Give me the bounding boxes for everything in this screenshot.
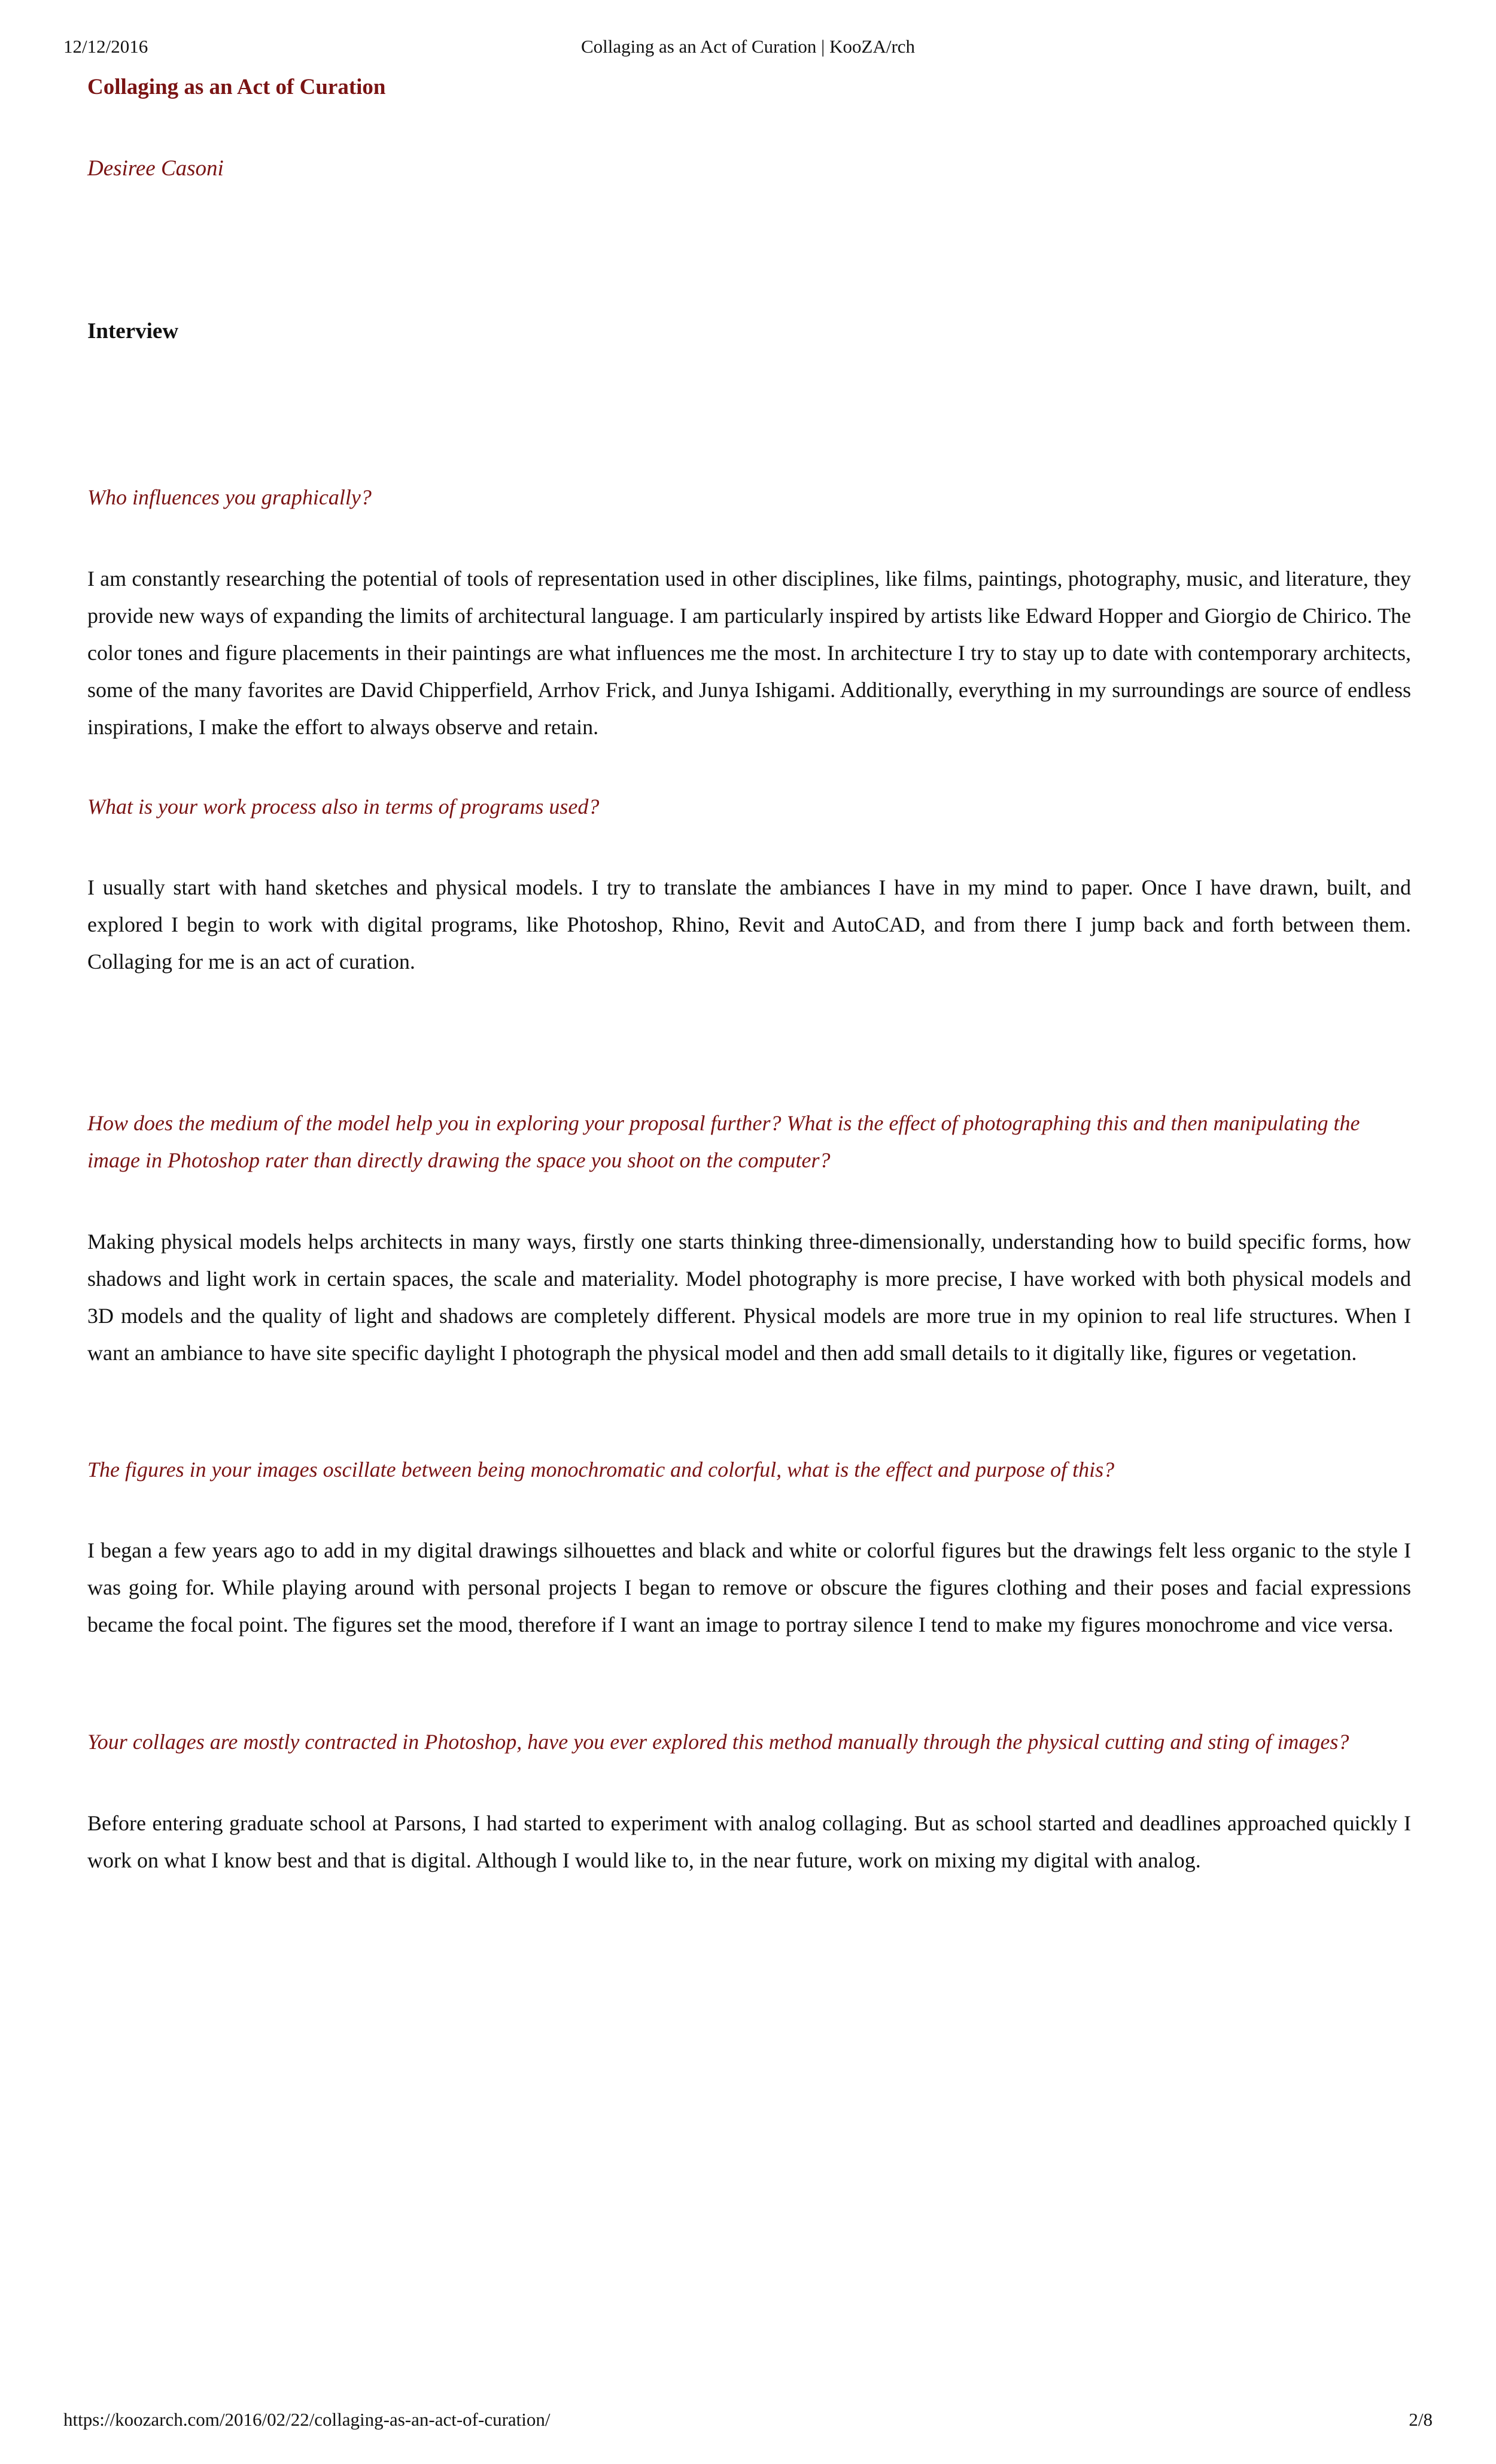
print-date: 12/12/2016: [63, 36, 148, 57]
question-2: What is your work process also in terms of programs used?: [87, 795, 600, 819]
question-1: Who influences you graphically?: [87, 485, 372, 509]
answer-3: Making physical models helps architects in many ways, firstly one starts thinking three-dimensionally, understanding how to build specific forms, how shadows and light work in certain spaces, the scale and materiality. Model photography is more precise, I have worked with both physical models and 3D models and the quality of light and shadows are completely different. Physical models are more true in my opinion to real life structures. When I want an ambiance to have site specific daylight I photograph the physical model and then add small details to it digitally like, figures or vegetation.: [87, 1230, 1411, 1365]
answer-1: I am constantly researching the potential of tools of representation used in other disciplines, like films, paintings, photography, music, and literature, they provide new ways of expanding the limits of architectural language. I am particularly inspired by artists like Edward Hopper and Giorgio de Chirico. The color tones and figure placements in their paintings are what influences me the most. In architecture I try to stay up to date with contemporary architects, some of the many favorites are David Chipperfield, Arrhov Frick, and Junya Ishigami. Additionally, everything in my surroundings are source of endless inspirations, I make the effort to always observe and retain.: [87, 567, 1411, 739]
answer-4: I began a few years ago to add in my digital drawings silhouettes and black and white or colorful figures but the drawings felt less organic to the style I was going for. While playing around with personal projects I began to remove or obscure the figures clothing and their poses and facial expressions became the focal point. The figures set the mood, therefore if I want an image to portray silence I tend to make my figures monochrome and vice versa.: [87, 1538, 1411, 1636]
question-3: How does the medium of the model help you in exploring your proposal further? What is the effect of photographing this and then manipulating the image in Photoshop rater than directly drawing the space you shoot on the computer?: [87, 1111, 1360, 1172]
question-5: Your collages are mostly contracted in Photoshop, have you ever explored this method manually through the physical cutting and sting of images?: [87, 1730, 1349, 1754]
print-page-title: Collaging as an Act of Curation | KooZA/rch: [580, 36, 916, 57]
answer-2: I usually start with hand sketches and physical models. I try to translate the ambiances I have in my mind to paper. Once I have drawn, built, and explored I begin to work with digital programs, like Photoshop, Rhino, Revit and AutoCAD, and from there I jump back and forth between them. Collaging for me is an act of curation.: [87, 875, 1411, 974]
section-heading: Interview: [87, 319, 179, 343]
author-name: Desiree Casoni: [87, 156, 224, 181]
question-4: The figures in your images oscillate between being monochromatic and colorful, what is the effect and purpose of this?: [87, 1458, 1115, 1482]
answer-5: Before entering graduate school at Parsons, I had started to experiment with analog collaging. But as school started and deadlines approached quickly I work on what I know best and that is digital. Although I would like to, in the near future, work on mixing my digital with analog.: [87, 1811, 1411, 1872]
page-url: https://koozarch.com/2016/02/22/collaging-as-an-act-of-curation/: [63, 2409, 551, 2430]
page-number: 2/8: [1409, 2409, 1433, 2430]
article-title: Collaging as an Act of Curation: [87, 75, 386, 99]
